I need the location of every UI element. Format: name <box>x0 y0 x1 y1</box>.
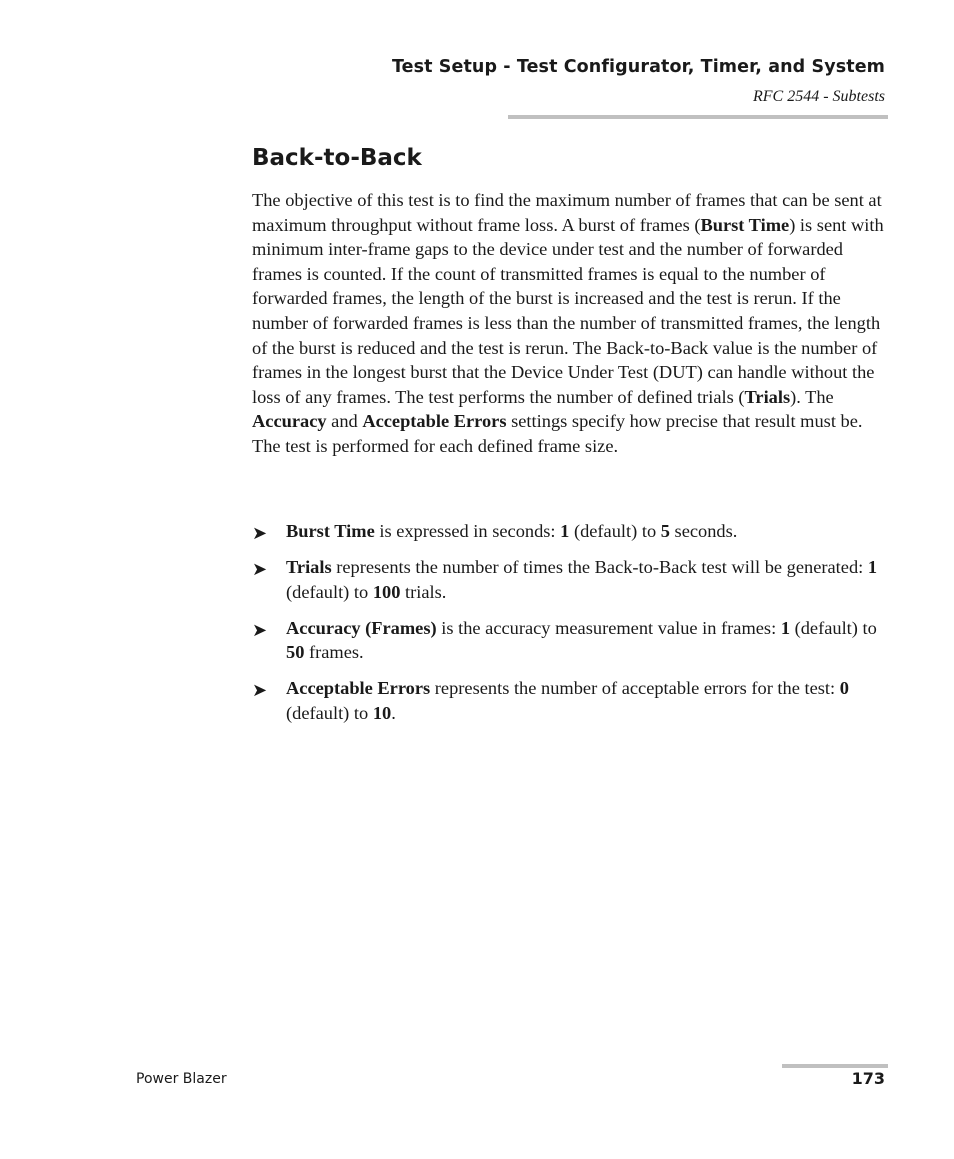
arrowhead-right-icon: ➤ <box>252 559 268 580</box>
bullet-term: Trials <box>286 557 332 578</box>
bullet-text: seconds. <box>669 521 738 541</box>
body-text-segment: ) is sent with minimum inter-frame gaps to the device under test and the number of forwarded frames is counted. If the count of transmitted frames is equal to the number of forwarded frames, the length of the burst is increased and the test is rerun. If the number of forwarded frames is less than the number of transmitted frames, the length of the burst is reduced and the test is rerun. The Back-to-Back value is the number of frames in the longest burst that the Device Under Test (DUT) can handle without the loss of any frames. The test performs the number of defined trials ( <box>252 214 884 407</box>
page-number: 173 <box>851 1069 885 1088</box>
footer-product-name: Power Blazer <box>136 1071 227 1087</box>
arrowhead-right-icon: ➤ <box>252 619 268 640</box>
bullet-value-max: 10 <box>372 703 392 724</box>
bullet-text: is expressed in seconds: <box>374 521 561 541</box>
bullet-text: (default) to <box>286 581 373 602</box>
bullet-value-min: 0 <box>839 678 849 699</box>
bullet-text: (default) to <box>286 703 373 724</box>
body-paragraph <box>252 188 886 459</box>
bullet-value-max: 5 <box>660 521 670 541</box>
term-burst-time: Burst Time <box>700 214 790 235</box>
bullet-value-max: 50 <box>286 642 305 663</box>
settings-bullet-list <box>252 519 886 737</box>
bullet-text: trials. <box>400 581 447 602</box>
bullet-text: (default) to <box>569 521 661 541</box>
bullet-text: is the accuracy measurement value in frames: <box>436 617 781 638</box>
bullet-text: (default) to <box>790 617 877 638</box>
header-divider <box>508 115 888 119</box>
body-text-segment: settings specify how precise that result must be. The test is performed for each defined frame size. <box>252 411 863 456</box>
list-item <box>252 555 886 604</box>
bullet-text: frames. <box>304 642 364 663</box>
bullet-text: . <box>391 703 396 724</box>
arrowhead-right-icon: ➤ <box>252 523 268 543</box>
bullet-value-min: 1 <box>560 521 570 541</box>
footer-divider <box>782 1064 888 1068</box>
body-text-segment: and <box>326 411 363 432</box>
list-item <box>252 519 886 544</box>
bullet-value-max: 100 <box>372 581 401 602</box>
bullet-value-min: 1 <box>780 617 791 638</box>
bullet-term: Accuracy (Frames) <box>286 617 437 638</box>
term-acceptable-errors: Acceptable Errors <box>362 411 507 432</box>
bullet-term: Burst Time <box>286 521 375 541</box>
term-accuracy: Accuracy <box>252 411 327 432</box>
term-trials: Trials <box>744 386 791 407</box>
body-text-segment: The objective of this test is to find the maximum number of frames that can be sent at maximum throughput without frame loss. A burst of frames ( <box>252 190 882 235</box>
running-header-title: Test Setup - Test Configurator, Timer, and System <box>391 57 885 77</box>
bullet-value-min: 1 <box>867 557 878 578</box>
bullet-term: Acceptable Errors <box>286 678 431 699</box>
list-item <box>252 676 886 725</box>
list-item <box>252 616 886 665</box>
running-header-subtitle: RFC 2544 - Subtests <box>753 88 885 105</box>
bullet-text: represents the number of times the Back-to-Back test will be generated: <box>331 557 868 578</box>
body-text-segment: ). The <box>790 386 834 407</box>
bullet-text: represents the number of acceptable errors for the test: <box>430 678 840 699</box>
arrowhead-right-icon: ➤ <box>252 680 268 701</box>
section-heading: Back-to-Back <box>252 145 422 171</box>
